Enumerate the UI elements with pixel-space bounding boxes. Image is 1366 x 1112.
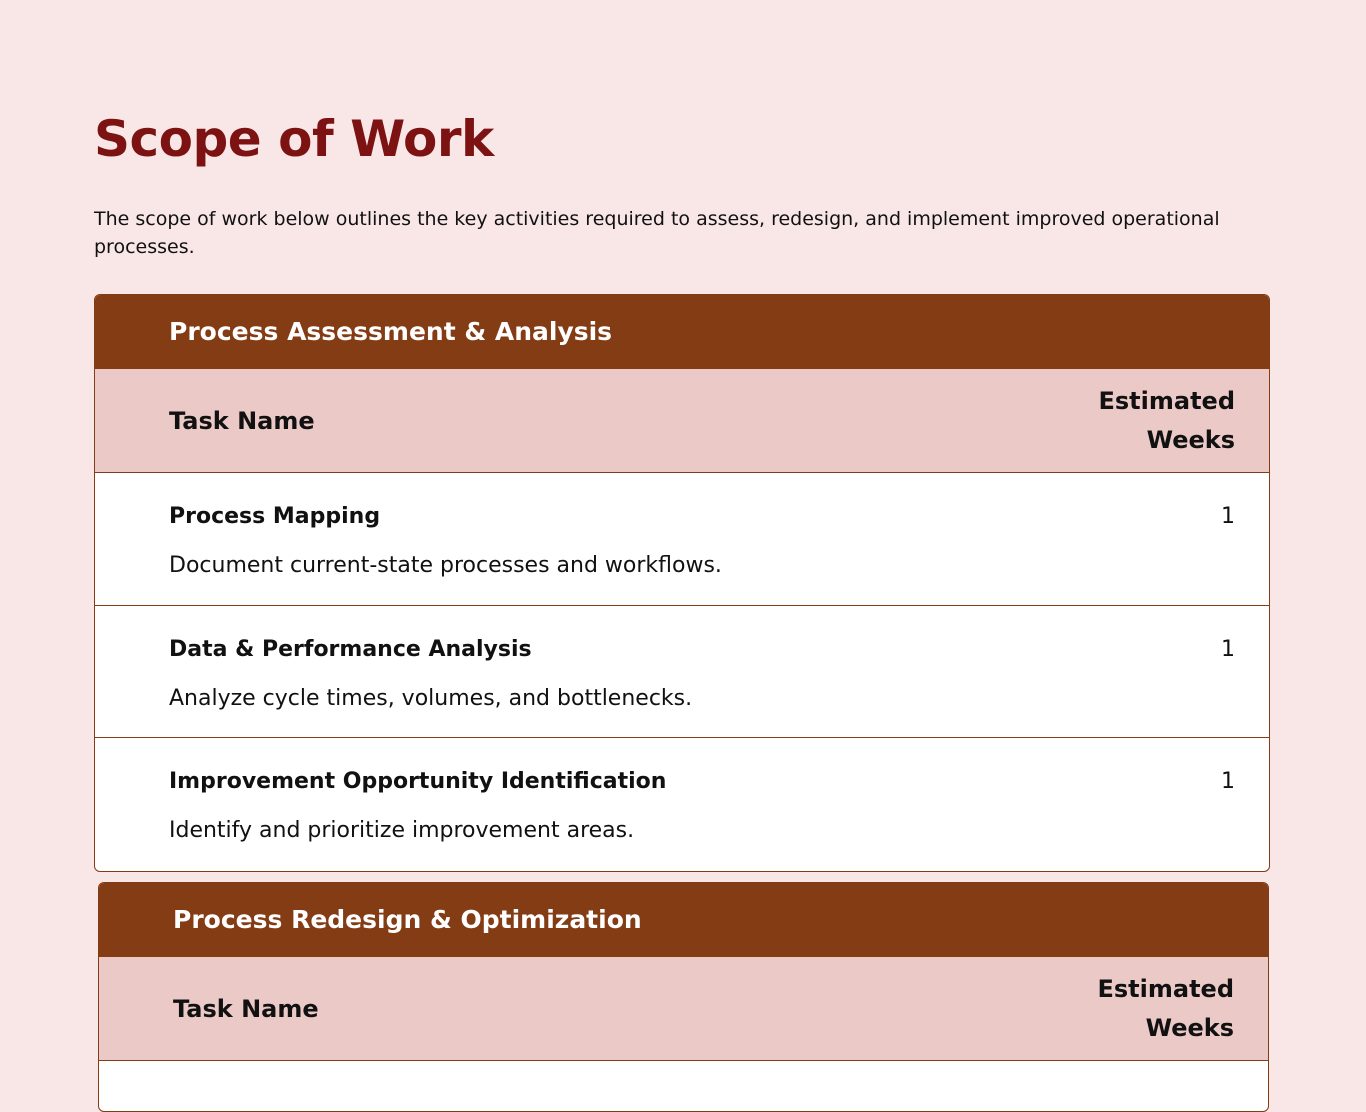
task-description: Identify and prioritize improvement areas.: [169, 818, 635, 843]
column-header-row: [99, 957, 1268, 1061]
section-process-assessment: [94, 294, 1270, 872]
task-description: Document current-state processes and workflows.: [169, 553, 722, 578]
task-weeks: 1: [1221, 504, 1235, 529]
column-header-row: [95, 369, 1269, 473]
column-header-task-name: Task Name: [169, 406, 315, 435]
task-name: Process Mapping: [169, 504, 381, 529]
task-name: Improvement Opportunity Identification: [169, 769, 667, 794]
task-row: [95, 606, 1269, 739]
task-name: Data & Performance Analysis: [169, 636, 532, 662]
column-header-estimated-weeks: Estimated Weeks: [1098, 386, 1235, 454]
page-title: Scope of Work: [94, 110, 494, 168]
section-title: Process Redesign & Optimization: [99, 883, 1268, 957]
column-header-estimated-weeks: Estimated Weeks: [1097, 974, 1234, 1042]
task-row: [95, 473, 1269, 606]
section-process-redesign: [98, 882, 1269, 1112]
task-row: [95, 738, 1269, 871]
intro-paragraph: The scope of work below outlines the key activities required to assess, redesign, and implement improved operational processes.: [94, 208, 1220, 258]
task-description: Analyze cycle times, volumes, and bottlenecks.: [169, 685, 693, 711]
task-weeks: 1: [1221, 636, 1235, 662]
column-header-task-name: Task Name: [173, 994, 319, 1023]
section-title: Process Assessment & Analysis: [95, 295, 1269, 369]
task-weeks: 1: [1221, 769, 1235, 794]
